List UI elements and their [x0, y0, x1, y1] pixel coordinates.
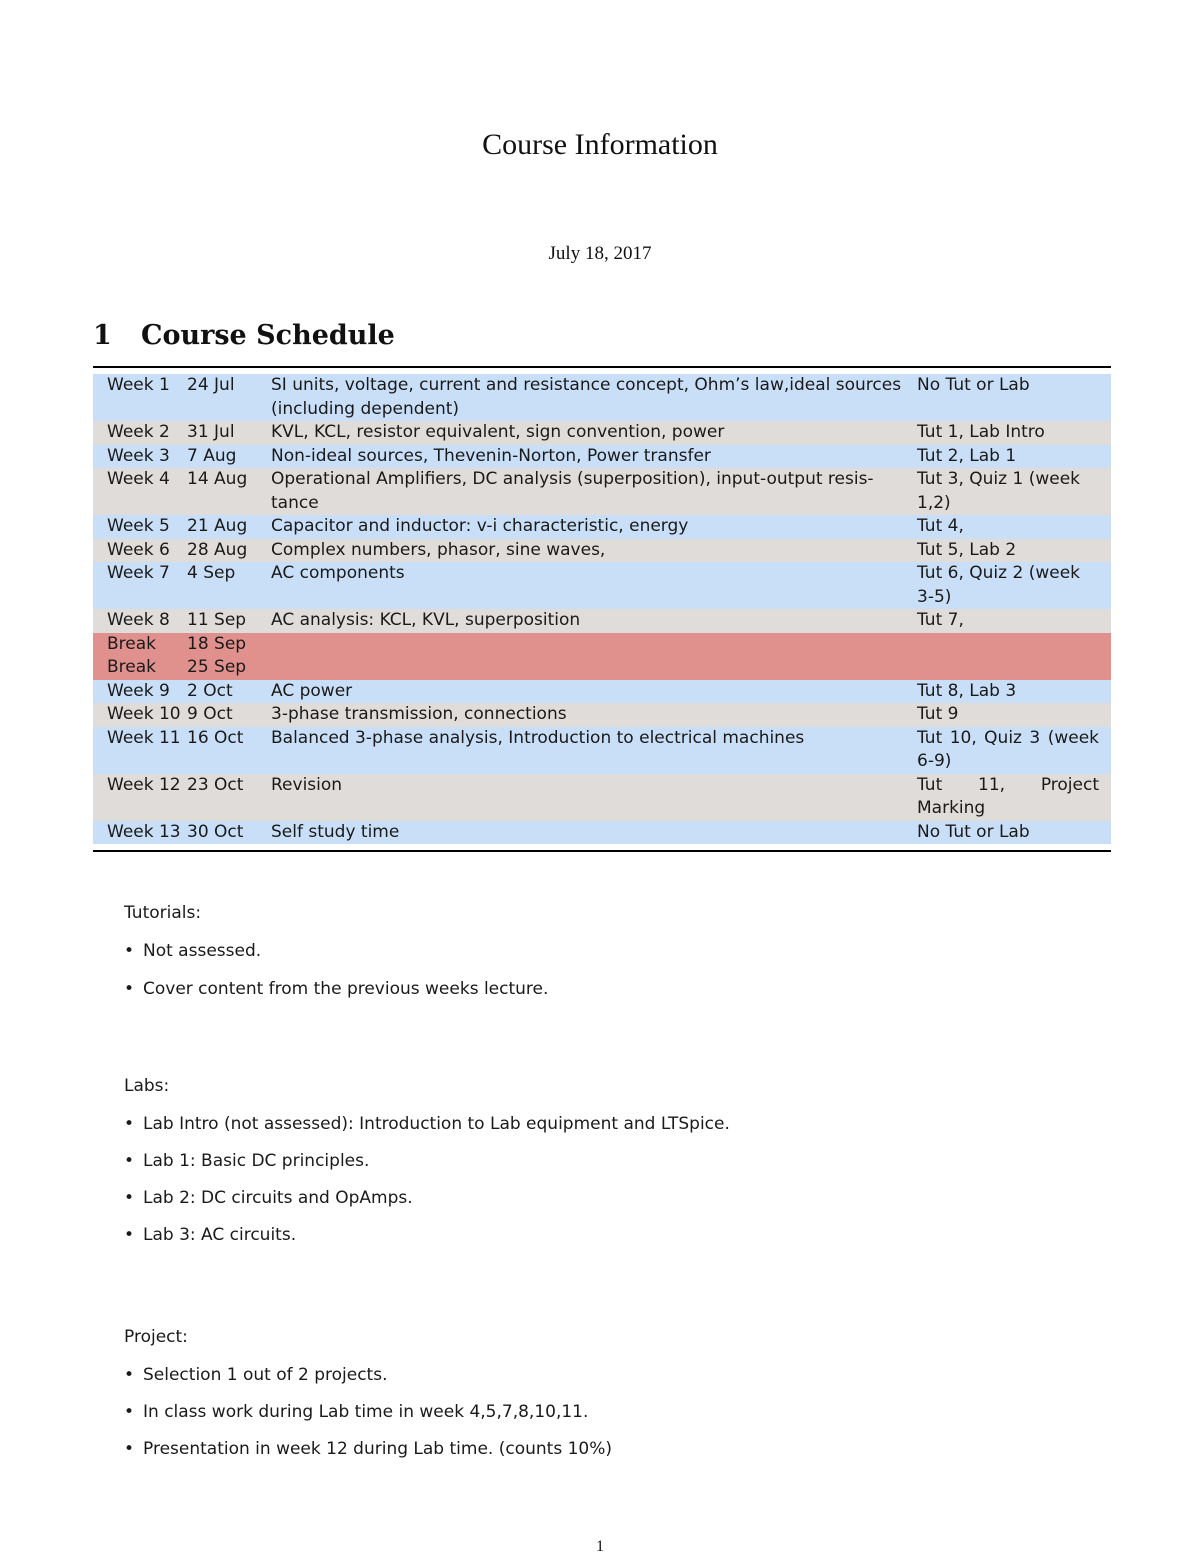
list-item: • Lab 2: DC circuits and OpAmps. [124, 1188, 413, 1208]
topic-cell: Revision [271, 774, 343, 795]
activity-cell: Tut 11, Project Marking [917, 774, 1099, 818]
list-item: • Lab 1: Basic DC principles. [124, 1151, 370, 1171]
table-row [93, 539, 1111, 563]
week-cell: Week 4 [107, 469, 170, 489]
topic-cell: Capacitor and inductor: v-i characteristic, energy [271, 516, 689, 536]
topic-cell: AC components [271, 563, 405, 583]
week-cell: Week 5 [107, 516, 170, 536]
week-cell: Week 11 [107, 727, 181, 748]
activity-cell: No Tut or Lab [917, 375, 1030, 395]
activity-cell: Tut 10, Quiz 3 (week 6-9) [917, 727, 1099, 771]
table-row [93, 421, 1111, 445]
week-cell: Week 1 [107, 375, 170, 395]
date-cell: 31 Jul [187, 422, 235, 442]
activity-cell: No Tut or Lab [917, 821, 1030, 842]
week-cell: Break [107, 657, 156, 677]
week-cell: Week 2 [107, 422, 170, 442]
labs-list [124, 1114, 730, 1245]
topic-cell: Non-ideal sources, Thevenin-Norton, Power transfer [271, 445, 711, 466]
list-item: • Cover content from the previous weeks lecture. [124, 979, 549, 999]
topic-cell: KVL, KCL, resistor equivalent, sign convention, power [271, 422, 725, 442]
table-row [93, 468, 1111, 515]
list-item: • Presentation in week 12 during Lab time. (counts 10%) [124, 1439, 612, 1459]
date-cell: 21 Aug [187, 516, 248, 536]
table-row-break [93, 633, 1111, 657]
bullet-icon: • [124, 1151, 135, 1171]
section-number: 1 [93, 320, 112, 351]
activity-cell: Tut 5, Lab 2 [917, 539, 1017, 560]
week-cell: Week 13 [107, 821, 181, 842]
week-cell: Week 10 [107, 704, 181, 724]
week-cell: Week 7 [107, 563, 170, 583]
table-row [93, 703, 1111, 727]
list-item: • Selection 1 out of 2 projects. [124, 1365, 388, 1385]
list-item: • Lab 3: AC circuits. [124, 1225, 297, 1245]
date-cell: 30 Oct [187, 821, 244, 842]
activity-cell: Tut 8, Lab 3 [917, 680, 1017, 701]
table-row [93, 374, 1111, 421]
bullet-icon: • [124, 941, 135, 961]
table-row [93, 609, 1111, 633]
topic-cell: 3-phase transmission, connections [271, 704, 567, 724]
date-cell: 16 Oct [187, 727, 244, 748]
bullet-icon: • [124, 1365, 135, 1385]
bullet-icon: • [124, 1114, 135, 1134]
activity-cell: Tut 1, Lab Intro [917, 422, 1045, 442]
topic-cell: Complex numbers, phasor, sine waves, [271, 539, 606, 560]
date-cell: 11 Sep [187, 610, 247, 630]
section-title: Course Schedule [141, 320, 395, 351]
bullet-icon: • [124, 1225, 135, 1245]
table-row [93, 680, 1111, 704]
date-cell: 23 Oct [187, 774, 244, 795]
table-row-break [93, 656, 1111, 680]
list-item: • Lab Intro (not assessed): Introduction to Lab equipment and LTSpice. [124, 1114, 730, 1134]
document-date: July 18, 2017 [548, 243, 652, 264]
project-heading: Project: [124, 1327, 188, 1347]
date-cell: 25 Sep [187, 657, 247, 677]
date-cell: 4 Sep [187, 563, 236, 583]
activity-cell: Tut 6, Quiz 2 (week 3-5) [917, 563, 1080, 607]
table-row [93, 774, 1111, 821]
date-cell: 24 Jul [187, 375, 235, 395]
topic-cell: Balanced 3-phase analysis, Introduction to electrical machines [271, 727, 805, 748]
tutorials-section [124, 903, 548, 999]
topic-cell: AC analysis: KCL, KVL, superposition [271, 610, 581, 630]
tutorials-list [124, 941, 548, 999]
table-row [93, 727, 1111, 774]
date-cell: 2 Oct [187, 680, 233, 701]
project-list [124, 1365, 612, 1459]
week-cell: Week 12 [107, 774, 181, 795]
list-item: • In class work during Lab time in week 4,5,7,8,10,11. [124, 1402, 589, 1422]
date-cell: 28 Aug [187, 539, 248, 560]
date-cell: 18 Sep [187, 633, 247, 654]
labs-heading: Labs: [124, 1076, 170, 1096]
table-row [93, 821, 1111, 845]
bullet-icon: • [124, 1439, 135, 1459]
activity-cell: Tut 9 [917, 704, 959, 724]
labs-section [124, 1076, 730, 1245]
activity-cell: Tut 3, Quiz 1 (week 1,2) [917, 469, 1080, 513]
activity-cell: Tut 2, Lab 1 [917, 445, 1017, 466]
project-section [124, 1327, 612, 1459]
section-heading [93, 320, 395, 351]
week-cell: Week 8 [107, 610, 170, 630]
topic-cell: SI units, voltage, current and resistance concept, Ohm’s law,ideal sources (including dependent) [271, 375, 902, 419]
activity-cell: Tut 4, [917, 516, 964, 536]
bullet-icon: • [124, 1402, 135, 1422]
topic-cell: AC power [271, 680, 353, 701]
list-item: • Not assessed. [124, 941, 262, 961]
week-cell: Week 9 [107, 680, 170, 701]
activity-cell: Tut 7, [917, 610, 964, 630]
table-row [93, 445, 1111, 469]
topic-cell: Operational Amplifiers, DC analysis (superposition), input-output resis- tance [271, 469, 874, 513]
tutorials-heading: Tutorials: [124, 903, 202, 923]
page-number: 1 [596, 1538, 604, 1555]
table-row [93, 562, 1111, 609]
bullet-icon: • [124, 1188, 135, 1208]
topic-cell: Self study time [271, 821, 400, 842]
document-title: Course Information [482, 128, 718, 161]
bullet-icon: • [124, 979, 135, 999]
week-cell: Week 3 [107, 445, 170, 466]
week-cell: Break [107, 633, 156, 654]
table-row [93, 515, 1111, 539]
date-cell: 7 Aug [187, 445, 237, 466]
schedule-table [93, 366, 1111, 852]
date-cell: 9 Oct [187, 704, 233, 724]
week-cell: Week 6 [107, 539, 170, 560]
date-cell: 14 Aug [187, 469, 248, 489]
